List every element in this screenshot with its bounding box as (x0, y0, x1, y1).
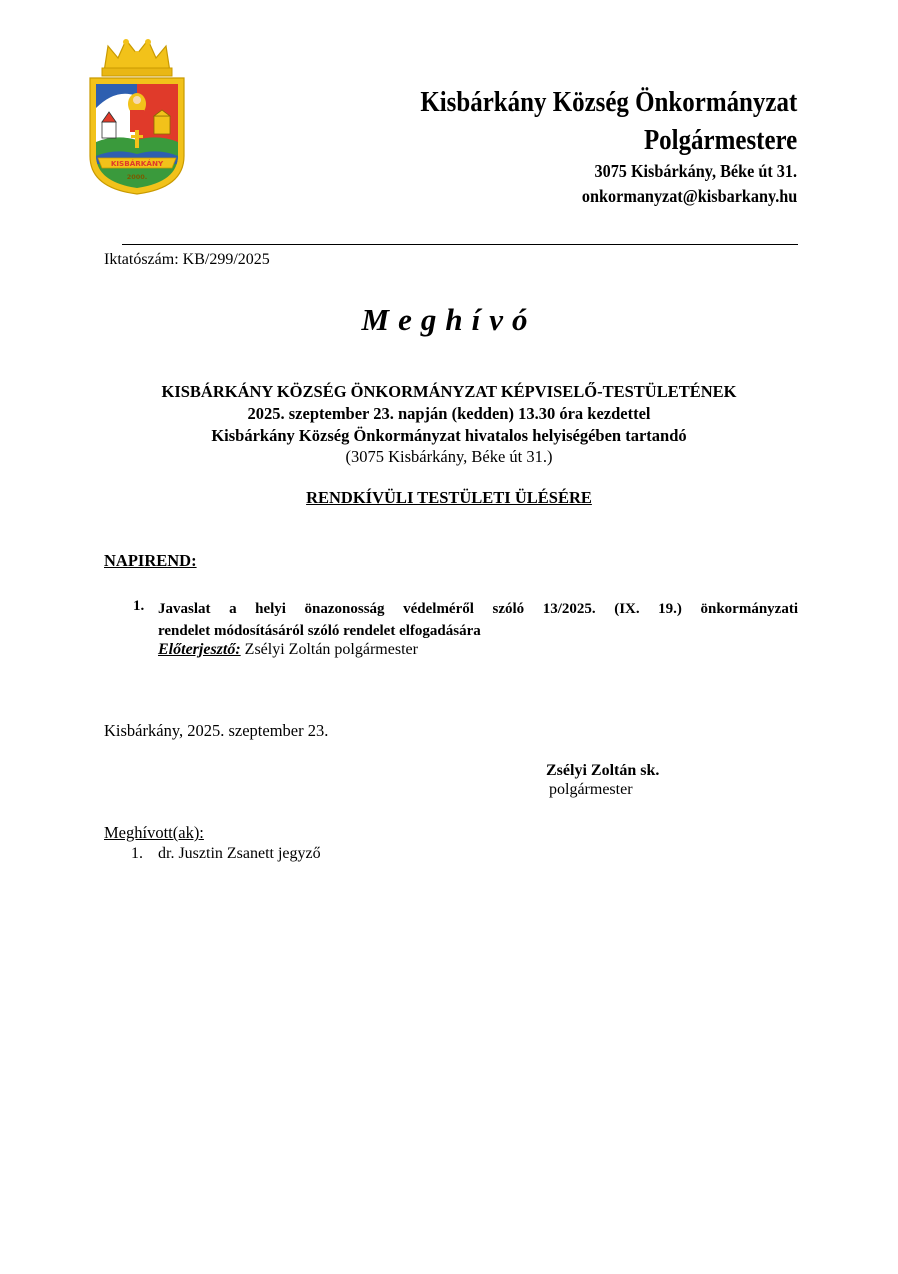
header-address: 3075 Kisbárkány, Béke út 31. (594, 161, 797, 181)
crest-year: 2000. (126, 173, 148, 181)
header-title: Kisbárkány Község Önkormányzat (420, 86, 797, 118)
date-place: Kisbárkány, 2025. szeptember 23. (104, 721, 329, 740)
signatory-title: polgármester (549, 781, 633, 798)
session-type-text: RENDKÍVÜLI TESTÜLETI ÜLÉSÉRE (306, 488, 592, 507)
crest-banner-text: KISBÁRKÁNY (110, 159, 164, 168)
meeting-location: Kisbárkány Község Önkormányzat hivatalos helyiségében tartandó (211, 426, 687, 445)
agenda-item-text (158, 598, 798, 642)
agenda-item-line2: rendelet módosításáról szóló rendelet elfogadására (158, 623, 481, 639)
invitee-number: 1. (131, 845, 143, 862)
presenter-name: Zsélyi Zoltán polgármester (240, 641, 418, 658)
header-divider (122, 244, 798, 245)
presenter-label: Előterjesztő: (158, 641, 241, 658)
agenda-item-number: 1. (133, 598, 145, 614)
header-email: onkormanyzat@kisbarkany.hu (581, 186, 797, 206)
meeting-body: KISBÁRKÁNY KÖZSÉG ÖNKORMÁNYZAT KÉPVISELŐ-TESTÜLETÉNEK (161, 382, 737, 401)
invitation-title: Meghívó (361, 302, 537, 337)
meeting-date-time: 2025. szeptember 23. napján (kedden) 13.30 óra kezdettel (247, 404, 651, 423)
invitee-name: dr. Jusztin Zsanett jegyző (158, 845, 321, 862)
header-subtitle: Polgármestere (643, 124, 797, 156)
agenda-heading: NAPIREND: (104, 551, 197, 570)
signatory-name: Zsélyi Zoltán sk. (546, 762, 660, 779)
invitees-heading: Meghívott(ak): (104, 823, 204, 842)
agenda-item-presenter (158, 641, 418, 659)
agenda-item-line1: Javaslat a helyi önazonosság védelméről szóló 13/2025. (IX. 19.) önkormányzati (158, 601, 798, 617)
coat-of-arms-logo (86, 38, 188, 196)
meeting-address: (3075 Kisbárkány, Béke út 31.) (345, 447, 553, 466)
session-type (0, 488, 898, 508)
registration-number: Iktatószám: KB/299/2025 (104, 251, 270, 268)
